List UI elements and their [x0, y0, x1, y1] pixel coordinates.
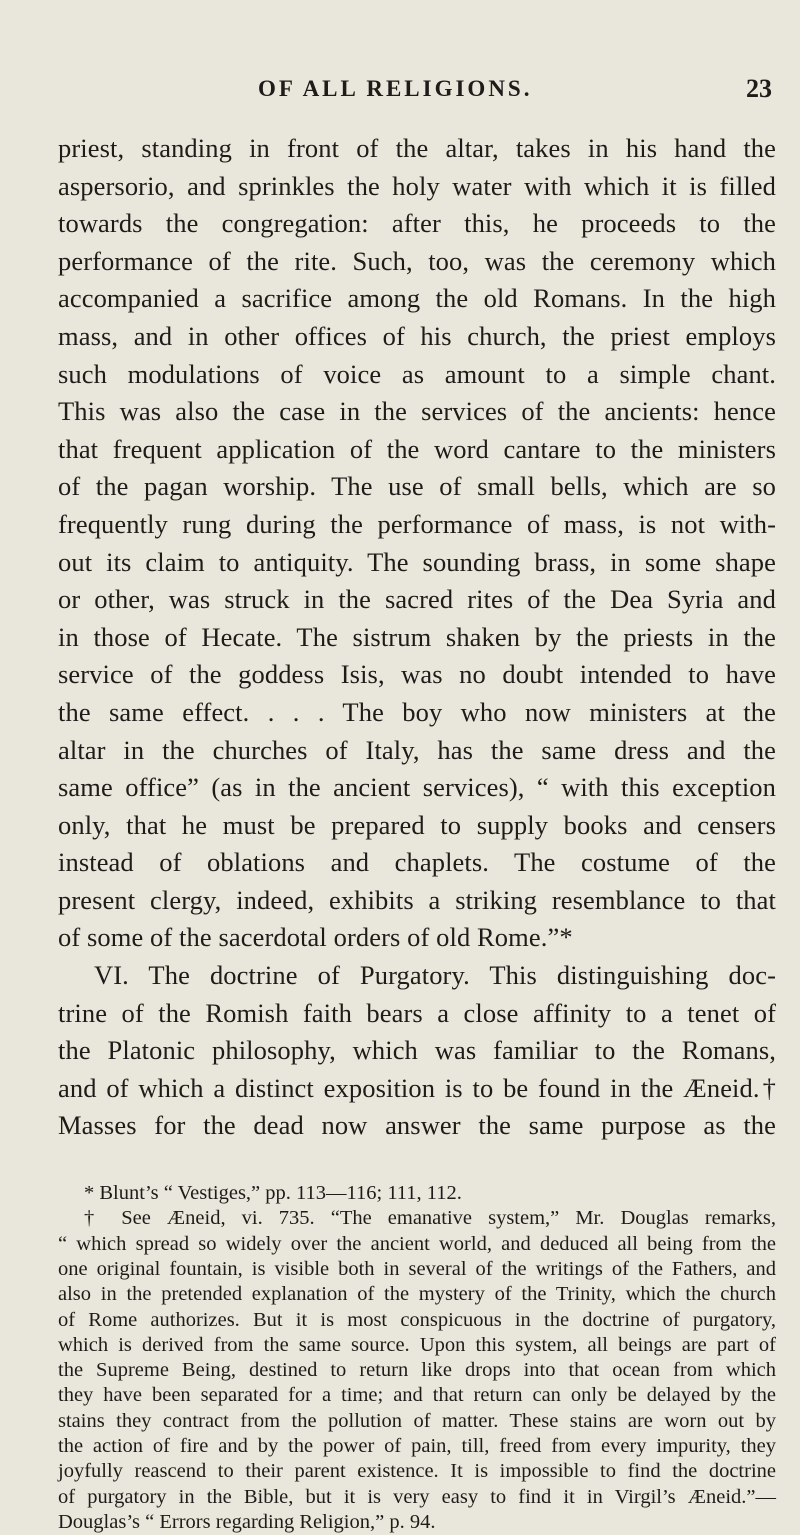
body-line: service of the goddess Isis, was no doubt intended to have [58, 659, 776, 690]
body-line: aspersorio, and sprinkles the holy water with which it is filled [58, 170, 776, 201]
body-line: This was also the case in the services of the ancients: hence [58, 396, 776, 427]
footnote-line: joyfully reascend to their parent existence. It is impossible to find the doctrine [58, 1460, 776, 1483]
footnote-line: * Blunt’s “ Vestiges,” pp. 113—116; 111, 112. [84, 1182, 462, 1205]
footnote-line: of Rome authorizes. But it is most conspicuous in the doctrine of purgatory, [58, 1308, 776, 1331]
body-line: of the pagan worship. The use of small bells, which are so [58, 471, 776, 502]
footnote-line: the action of fire and by the power of pain, till, freed from every impurity, they [58, 1435, 776, 1457]
running-head [58, 76, 776, 116]
body-line: priest, standing in front of the altar, takes in his hand the [58, 133, 776, 163]
body-line: the same effect. . . . The boy who now ministers at the [58, 696, 776, 727]
body-line: present clergy, indeed, exhibits a striking resemblance to that [58, 884, 776, 915]
body-line: altar in the churches of Italy, has the same dress and the [58, 734, 776, 765]
body-line: accompanied a sacrifice among the old Romans. In the high [58, 283, 776, 314]
footnote-line: “ which spread so widely over the ancient world, and deduced all being from the [58, 1232, 776, 1255]
body-line: in those of Hecate. The sistrum shaken by the priests in the [58, 621, 776, 652]
body-line: Masses for the dead now answer the same purpose as the [58, 1110, 776, 1141]
body-line: of some of the sacerdotal orders of old Rome.”* [58, 922, 573, 953]
body-line: only, that he must be prepared to supply books and censers [58, 809, 776, 840]
page-number: 23 [746, 74, 772, 103]
footnote-line: of purgatory in the Bible, but it is very easy to find it in Virgil’s Æneid.”— [58, 1485, 776, 1508]
running-title: OF ALL RELIGIONS. [258, 76, 533, 101]
body-line: towards the congregation: after this, he proceeds to the [58, 208, 776, 239]
body-line: that frequent application of the word cantare to the ministers [58, 433, 776, 464]
body-line: out its claim to antiquity. The sounding brass, in some shape [58, 546, 776, 577]
body-line: trine of the Romish faith bears a close affinity to a tenet of [58, 997, 776, 1028]
body-line: such modulations of voice as amount to a simple chant. [58, 358, 776, 389]
footnote-line: stains they contract from the pollution of matter. These stains are worn out by [58, 1409, 776, 1432]
body-line: mass, and in other offices of his church, the priest employs [58, 320, 776, 351]
body-line: performance of the rite. Such, too, was the ceremony which [58, 245, 776, 276]
body-line: and of which a distinct exposition is to be found in the Æneid.† [58, 1072, 776, 1103]
footnote-line: which is derived from the same source. Upon this system, all beings are part of [58, 1333, 776, 1356]
footnote-line: Douglas’s “ Errors regarding Religion,” p. 94. [58, 1510, 436, 1533]
book-page [0, 74, 800, 1533]
body-line: frequently rung during the performance of mass, is not with- [58, 508, 776, 539]
footnote-line: also in the pretended explanation of the mystery of the Trinity, which the church [58, 1283, 776, 1306]
body-line: or other, was struck in the sacred rites of the Dea Syria and [58, 584, 776, 615]
footnote-line: one original fountain, is visible both in several of the writings of the Fathers, and [58, 1257, 776, 1280]
body-line: same office” (as in the ancient services), “ with this exception [58, 772, 776, 803]
footnote-line: the Supreme Being, destined to return like drops into that ocean from which [58, 1359, 776, 1382]
body-line: instead of oblations and chaplets. The costume of the [58, 847, 776, 878]
body-text [58, 130, 776, 1145]
body-line: the Platonic philosophy, which was familiar to the Romans, [58, 1035, 776, 1066]
section-heading-line: VI. The doctrine of Purgatory. This distinguishing doc- [94, 960, 776, 991]
footnotes [58, 1181, 776, 1535]
footnote-line: they have been separated for a time; and that return can only be delayed by the [58, 1384, 776, 1407]
footnote-line: † See Æneid, vi. 735. “The emanative system,” Mr. Douglas remarks, [84, 1207, 776, 1230]
